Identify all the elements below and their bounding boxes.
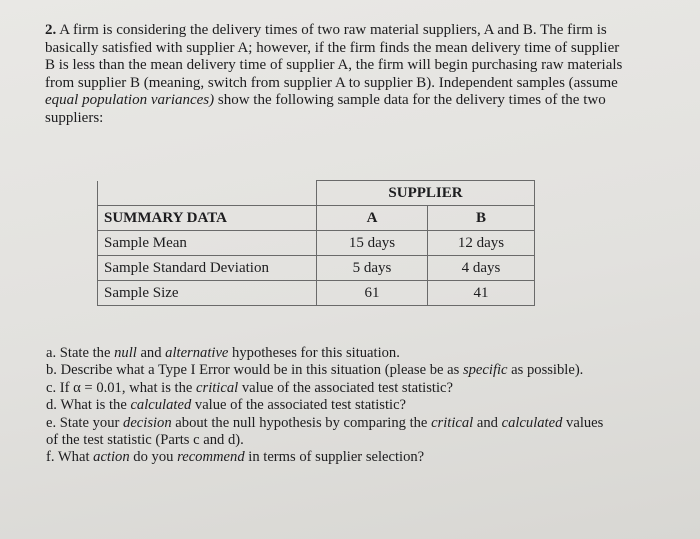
- cell-b: 4 days: [428, 256, 535, 281]
- problem-line: suppliers:: [45, 109, 104, 126]
- problem-line: equal population variances) show the following sample data for the delivery times of the two: [45, 92, 606, 109]
- question-f: f. What action do you recommend in terms of supplier selection?: [46, 449, 425, 466]
- problem-line: B is less than the mean delivery time of supplier A, the firm will begin purchasing raw materials: [45, 57, 623, 74]
- question-a: a. State the null and alternative hypotheses for this situation.: [46, 345, 400, 361]
- cell-b: 12 days: [428, 231, 535, 256]
- problem-number: 2.: [45, 22, 57, 38]
- table-row: [98, 256, 535, 281]
- question-c: c. If α = 0.01, what is the critical value of the associated test statistic?: [46, 379, 453, 396]
- summary-data-header: SUMMARY DATA: [98, 206, 317, 231]
- cell-a: 5 days: [317, 256, 428, 281]
- table-header-row: [98, 181, 535, 206]
- question-e-continued: of the test statistic (Parts c and d).: [46, 432, 244, 449]
- problem-line: 2. A firm is considering the delivery times of two raw material suppliers, A and B. The firm is: [45, 22, 607, 38]
- row-label: Sample Standard Deviation: [98, 256, 317, 281]
- cell-a: 15 days: [317, 231, 428, 256]
- question-list: [46, 345, 696, 467]
- problem-line: from supplier B (meaning, switch from supplier A to supplier B). Independent samples (assume: [45, 74, 618, 91]
- cell-a: 61: [317, 281, 428, 306]
- supplier-data-table: [97, 180, 535, 306]
- problem-statement: [45, 22, 695, 128]
- question-d: d. What is the calculated value of the associated test statistic?: [46, 397, 407, 414]
- table-subheader-row: [98, 206, 535, 231]
- table-row: [98, 281, 535, 306]
- row-label: Sample Size: [98, 281, 317, 306]
- supplier-header: SUPPLIER: [317, 181, 535, 206]
- table-row: [98, 231, 535, 256]
- column-b-header: B: [428, 206, 535, 231]
- table-blank-cell: [98, 181, 317, 206]
- question-e: e. State your decision about the null hypothesis by comparing the critical and calculated values: [46, 414, 604, 431]
- column-a-header: A: [317, 206, 428, 231]
- problem-line: basically satisfied with supplier A; however, if the firm finds the mean delivery time of supplier: [45, 39, 620, 56]
- row-label: Sample Mean: [98, 231, 317, 256]
- question-b: b. Describe what a Type I Error would be in this situation (please be as specific as possible).: [46, 362, 584, 379]
- cell-b: 41: [428, 281, 535, 306]
